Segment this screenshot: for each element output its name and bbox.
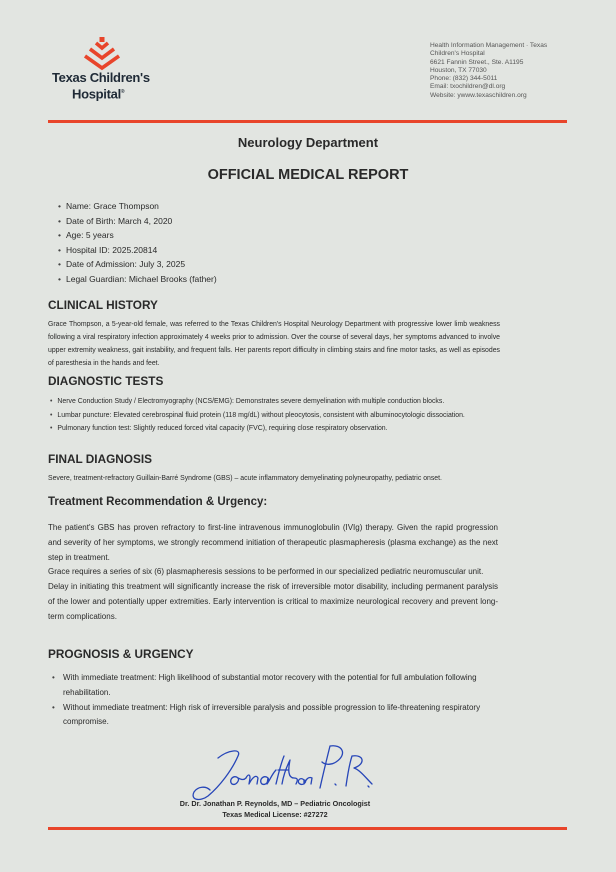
- contact-website: Website: ywww.texaschildren.org: [430, 91, 527, 99]
- footer-divider: [48, 827, 567, 830]
- diagnostic-tests-list: [50, 395, 465, 436]
- contact-phone: Phone: (832) 344-5011: [430, 75, 498, 83]
- medical-license: Texas Medical License: #27272: [222, 810, 328, 819]
- report-title: OFFICIAL MEDICAL REPORT: [207, 167, 409, 183]
- diagnostic-test-item: • Nerve Conduction Study / Electromyography (NCS/EMG): Demonstrates severe demyelination with multiple conduction blocks.: [50, 395, 465, 409]
- prognosis-item: • Without immediate treatment: High risk of irreversible paralysis and possible progression to life-threatening respiratory compromise.: [52, 701, 502, 731]
- clinical-history-heading: CLINICAL HISTORY: [48, 298, 158, 312]
- diagnostic-test-item: • Lumbar puncture: Elevated cerebrospinal fluid protein (118 mg/dL) without pleocytosis, consistent with albuminocytologic dissociation.: [50, 409, 465, 423]
- patient-admission-date: • Date of Admission: July 3, 2025: [58, 257, 217, 272]
- patient-dob: • Date of Birth: March 4, 2020: [58, 214, 217, 229]
- logo-line-1: Texas Children's: [52, 70, 150, 85]
- contact-city: Houston, TX 77030: [430, 66, 487, 74]
- doctor-name: Dr. Dr. Jonathan P. Reynolds, MD – Pediatric Oncologist: [179, 799, 371, 808]
- patient-age: • Age: 5 years: [58, 228, 217, 243]
- patient-info-list: [50, 199, 217, 287]
- prognosis-list: [52, 671, 502, 730]
- hospital-logo-icon: [82, 37, 122, 71]
- treatment-heading: Treatment Recommendation & Urgency:: [48, 496, 268, 508]
- clinical-history-text: Grace Thompson, a 5-year-old female, was referred to the Texas Children's Hospital Neurology Department with progressive lower limb weakness following a viral respiratory infection approximately 4 weeks prior to admission. Over the course of several days, her symptoms advanced to involve upper extremity weakness, gait instability, and frequent falls. Her parents report difficulty in climbing stairs and fine motor tasks, as well as episodes of paresthesia in the hands and feet.: [48, 321, 500, 367]
- patient-guardian: • Legal Guardian: Michael Brooks (father): [58, 272, 217, 287]
- contact-email: Email: txochildren@dl.org: [430, 83, 506, 91]
- hospital-logo-text: Texas Children's Hospital®: [52, 70, 150, 102]
- signature-text: Jonathan P. R.: [180, 740, 187, 741]
- prognosis-heading: PROGNOSIS & URGENCY: [48, 647, 194, 661]
- diagnostic-tests-heading: DIAGNOSTIC TESTS: [48, 374, 164, 388]
- contact-line: Health Information Management · Texas: [430, 42, 548, 49]
- header-divider: [48, 120, 567, 123]
- contact-line: Children's Hospital: [430, 50, 485, 58]
- patient-name: • Name: Grace Thompson: [58, 199, 217, 214]
- contact-address: 6621 Fannin Street., Ste. A1195: [430, 58, 524, 66]
- patient-hospital-id: • Hospital ID: 2025.20814: [58, 243, 217, 258]
- treatment-text: [48, 521, 498, 625]
- handwritten-signature: [180, 740, 380, 808]
- logo-line-2: Hospital: [72, 86, 121, 102]
- department-title: Neurology Department: [237, 135, 379, 150]
- prognosis-item: • With immediate treatment: High likelihood of substantial motor recovery with the potential for full ambulation following rehabilitation.: [52, 671, 502, 701]
- final-diagnosis-heading: FINAL DIAGNOSIS: [48, 452, 152, 466]
- treatment-paragraph: The patient's GBS has proven refractory to first-line intravenous immunoglobulin (IVIg) therapy. Given the rapid progression and severity of her symptoms, we strongly recommend initiation of therapeutic plasmapheresis (plasma exchange) as the next step in treatment.: [48, 523, 498, 562]
- treatment-paragraph: Grace requires a series of six (6) plasmapheresis sessions to be performed in our specialized pediatric neuromuscular unit.: [48, 567, 484, 577]
- final-diagnosis-text: Severe, treatment-refractory Guillain-Barré Syndrome (GBS) – acute inflammatory demyelinating polyneuropathy, pediatric onset.: [48, 475, 442, 482]
- treatment-paragraph: Delay in initiating this treatment will significantly increase the risk of irreversible motor disability, including permanent paralysis of the lower and potentially upper extremities. Early intervention is critical to maximize neurological recovery and prevent long-term complications.: [48, 582, 498, 621]
- diagnostic-test-item: • Pulmonary function test: Slightly reduced forced vital capacity (FVC), requiring close respiratory observation.: [50, 422, 465, 436]
- contact-block: [430, 42, 570, 100]
